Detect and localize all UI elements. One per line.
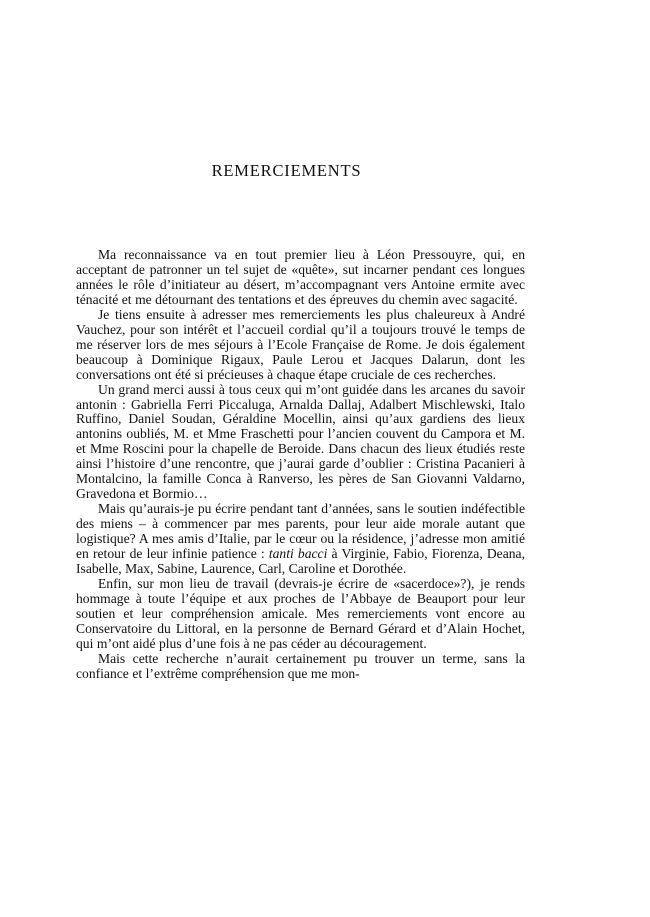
paragraph-4-text-before-italic: Mais qu’aurais-je pu écrire pendant tant d’années, sans le soutien indéfectible des miens – à commencer par mes parents, pour leur aide morale autant que logistique? A mes amis d’Italie, par le cœur ou la résidence, j’adresse mon amitié en retour de leur infinie patience : <box>76 501 525 562</box>
paragraph-4-text-after-italic: à Virginie, Fabio, Fiorenza, Deana, Isabelle, Max, Sabine, Laurence, Carl, Caroline et Dorothée. <box>76 546 525 577</box>
paragraph-4-italic-phrase: tanti bacci <box>268 546 328 562</box>
paragraph-2: Je tiens ensuite à adresser mes remerciements les plus chaleureux à André Vauchez, pour son intérêt et l’accueil cordial qu’il a toujours trouvé le temps de me réserver lors de mes séjours à l’Ecole Française de Rome. Je dois également beaucoup à Dominique Rigaux, Paule Lerou et Jacques Dalarun, dont les conversations ont été si précieuses à chaque étape cruciale de ces recherches. <box>76 306 525 382</box>
paragraph-4 <box>76 502 525 577</box>
paragraph-6: Mais cette recherche n’aurait certainement pu trouver un terme, sans la confiance et l’extrême compréhension que me mon- <box>76 650 525 681</box>
paragraph-3: Un grand merci aussi à tous ceux qui m’ont guidée dans les arcanes du savoir antonin : Gabriella Ferri Piccaluga, Arnalda Dallaj, Adalbert Mischlewski, Italo Ruffino, Daniel Soudan, Géraldine Mocellin, ainsi qu’aux gardiens des lieux antonins oubliés, M. et Mme Fraschetti pour l’ancien couvent du Campora et M. et Mme Roscini pour la chapelle de Beroide. Dans chacun des lieux étudiés reste ainsi l’histoire d’une rencontre, que j’aurai garde d’oublier : Cristina Pacanieri à Montalcino, la famille Conca à Ranverso, les pères de San Giovanni Valdarno, Gravedona et Bormio… <box>76 381 525 502</box>
body-text-block <box>76 248 525 682</box>
paragraph-5: Enfin, sur mon lieu de travail (devrais-je écrire de «sacerdoce»?), je rends hommage à toute l’équipe et aux proches de l’Abbaye de Beauport pour leur soutien et leur compréhension amicale. Mes remerciements vont encore au Conservatoire du Littoral, en la personne de Bernard Gérard et d’Alain Hochet, qui m’ont aidé plus d’une fois à ne pas céder au découragement. <box>76 575 525 651</box>
page-title: REMERCIEMENTS <box>211 161 362 181</box>
paragraph-1: Ma reconnaissance va en tout premier lieu à Léon Pressouyre, qui, en acceptant de patronner un tel sujet de «quête», sut incarner pendant ces longues années le rôle d’initiateur au désert, m’accompagnant vers Antoine ermite avec ténacité et me détournant des tentations et des épreuves du chemin avec sagacité. <box>76 247 525 307</box>
